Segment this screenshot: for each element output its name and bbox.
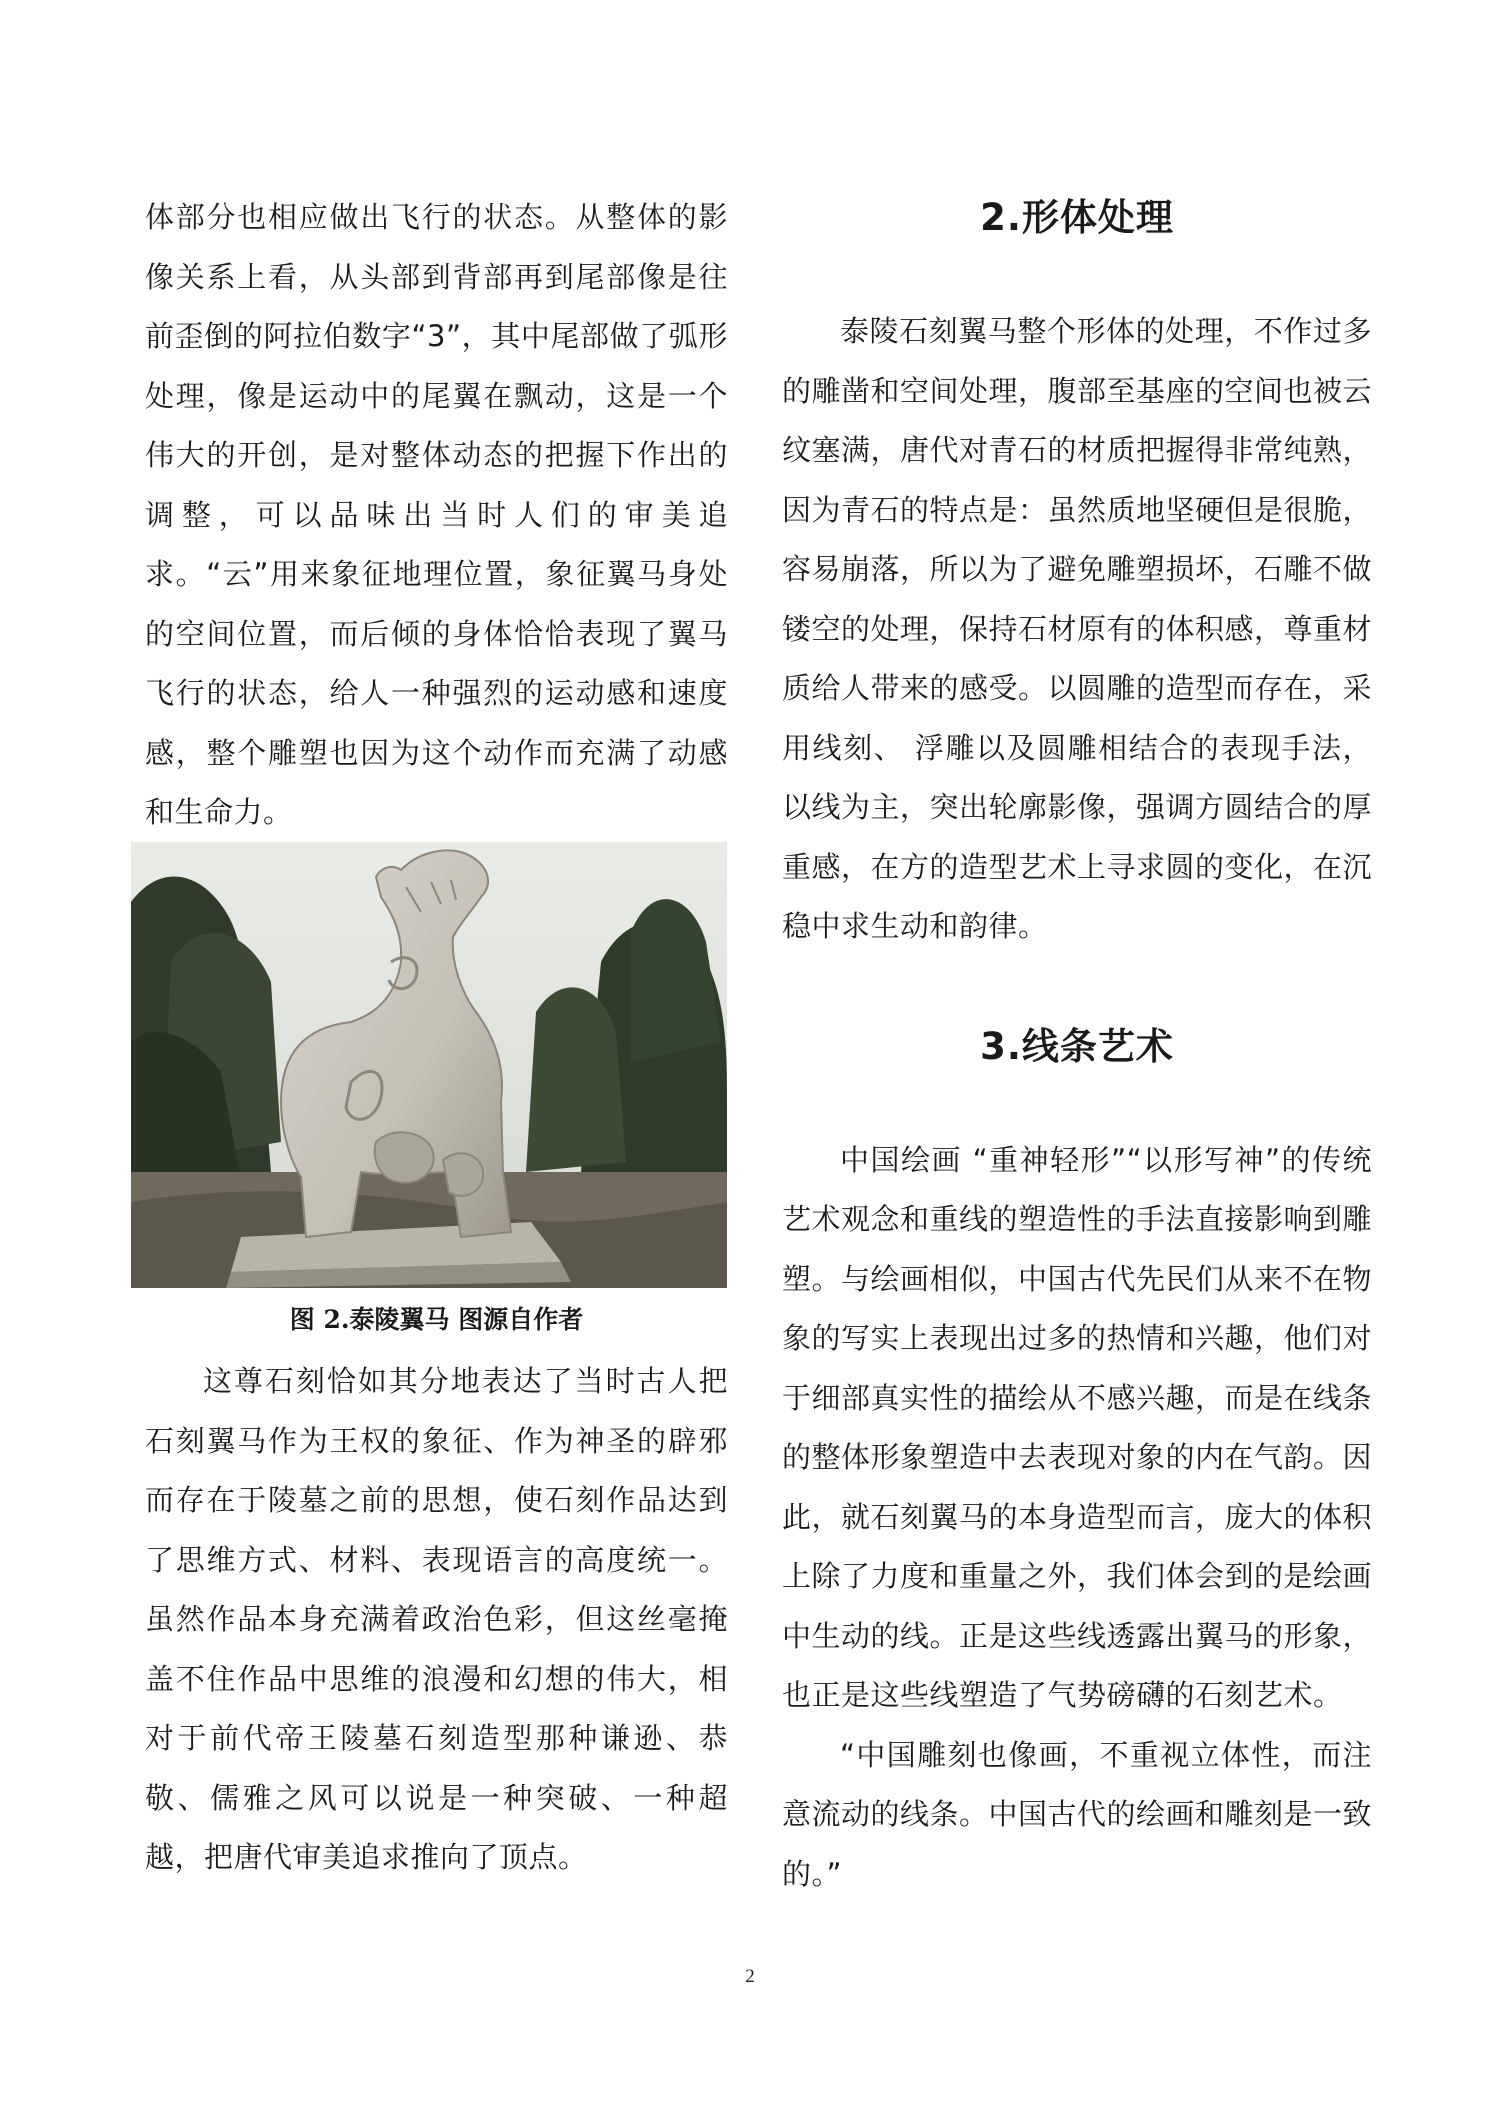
winged-horse-photo — [131, 842, 727, 1288]
left-column — [145, 188, 728, 843]
left-column-lower — [145, 1352, 728, 1888]
section-title-form: 2.形体处理 — [980, 196, 1174, 239]
paragraph-quote: “中国雕刻也像画，不重视立体性，而注意流动的线条。中国古代的绘画和雕刻是一致的。” — [782, 1737, 1373, 1891]
right-column — [782, 188, 1372, 1904]
figure-caption: 图 2.泰陵翼马 图源自作者 — [289, 1305, 584, 1334]
paragraph-form-treatment: 泰陵石刻翼马整个形体的处理，不作过多的雕凿和空间处理，腹部至基座的空间也被云纹塞满，唐代对青石的材质把握得非常纯熟，因为青石的特点是：虽然质地坚硬但是很脆，容易崩落，所以为了避免雕塑损坏，石雕不做镂空的处理，保持石材原有的体积感，尊重材质给人带来的感受。以圆雕的造型而存在，采用线刻、 浮雕以及圆雕相结合的表现手法，以线为主，突出轮廓影像，强调方圆结合的厚重感，在方的造型艺术上寻求圆的变化，在沉稳中求生动和韵律。 — [782, 314, 1373, 943]
page-number: 2 — [745, 1966, 755, 1987]
paragraph-symbolism: 这尊石刻恰如其分地表达了当时古人把石刻翼马作为王权的象征、作为神圣的辟邪而存在于陵墓之前的思想，使石刻作品达到了思维方式、材料、表现语言的高度统一。虽然作品本身充满着政治色彩，但这丝毫掩盖不住作品中思维的浪漫和幻想的伟大，相对于前代帝王陵墓石刻造型那种谦逊、恭敬、儒雅之风可以说是一种突破、一种超越，把唐代审美追求推向了顶点。 — [145, 1364, 728, 1874]
figure-stone-winged-horse — [131, 842, 727, 1288]
section-title-line-art: 3.线条艺术 — [980, 1024, 1174, 1068]
paragraph-line-art: 中国绘画 “重神轻形”“以形写神”的传统艺术观念和重线的塑造性的手法直接影响到雕塑。与绘画相似，中国古代先民们从来不在物象的写实上表现出过多的热情和兴趣，他们对于细部真实性的描绘从不感兴趣，而是在线条的整体形象塑造中去表现对象的内在气韵。因此，就石刻翼马的本身造型而言，庞大的体积上除了力度和重量之外，我们体会到的是绘画中生动的线。正是这些线透露出翼马的形象，也正是这些线塑造了气势磅礴的石刻艺术。 — [782, 1142, 1373, 1712]
paragraph-continued: 体部分也相应做出飞行的状态。从整体的影像关系上看，从头部到背部再到尾部像是往前歪倒的阿拉伯数字“3”，其中尾部做了弧形处理，像是运动中的尾翼在飘动，这是一个伟大的开创，是对整体动态的把握下作出的调整，可以品味出当时人们的审美追求。“云”用来象征地理位置，象征翼马身处的空间位置，而后倾的身体恰恰表现了翼马飞行的状态，给人一种强烈的运动感和速度感，整个雕塑也因为这个动作而充满了动感和生命力。 — [145, 200, 728, 829]
